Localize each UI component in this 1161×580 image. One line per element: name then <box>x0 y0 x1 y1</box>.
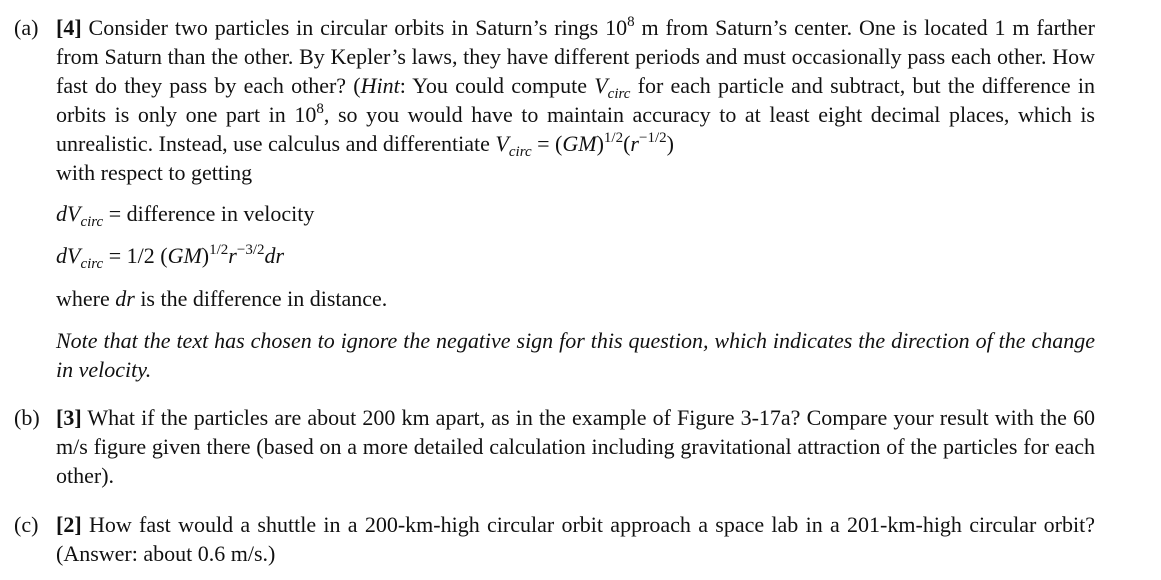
eq2-mid: = 1/2 ( <box>103 243 168 268</box>
part-c-paragraph <box>56 510 1095 568</box>
part-b-paragraph <box>56 403 1095 490</box>
part-b-text: What if the particles are about 200 km apart, as in the example of Figure 3-17a? Compare your result with the 60 m/s figure given there (based on a more detailed calculation including gravitational attraction of the particles for each other). <box>56 405 1096 488</box>
formula-lhs-symbol: V <box>495 131 509 156</box>
eq2-r: r <box>228 243 237 268</box>
formula-equals: = ( <box>531 131 563 156</box>
eq2-dv: dV <box>56 243 81 268</box>
part-a-exponent-1: 8 <box>627 14 635 30</box>
part-a-text-5: , so you would have to maintain accuracy to at least eight decimal places, which is unrealistic. Instead, use calculus and differentiate <box>56 102 1095 156</box>
formula-close-paren: ) <box>596 131 604 156</box>
formula-lhs-subscript: circ <box>508 144 532 160</box>
part-a-text-4: for each particle and subtract, but the difference in orbits is only one part in 10 <box>56 73 1095 127</box>
eq2-exp-half: 1/2 <box>209 242 229 258</box>
part-c-marker: (c) <box>14 512 39 537</box>
part-a-points: [4] <box>56 15 82 40</box>
formula-r: r <box>630 131 639 156</box>
formula-exp-half: 1/2 <box>603 130 624 146</box>
part-a-text-2: m from Saturn’s center. One is located 1 m farther from Saturn than the other. By Kepler’s laws, they have different periods and must occasionally pass each other. How fast do they pass by each other? ( <box>56 15 1095 98</box>
eq2-dr: dr <box>264 243 285 268</box>
eq1-rhs: = difference in velocity <box>103 201 315 226</box>
part-a-exponent-2: 8 <box>316 101 324 117</box>
where-text-1: where <box>56 286 116 311</box>
formula-end-paren: ) <box>666 131 674 156</box>
part-a-text-3: : You could compute <box>399 73 595 98</box>
vcirc-subscript: circ <box>607 86 631 102</box>
where-clause <box>56 284 387 313</box>
part-a-hint-label: Hint <box>360 73 400 98</box>
eq2-gm: GM <box>167 243 202 268</box>
where-text-2: is the difference in distance. <box>134 286 388 311</box>
part-b-points: [3] <box>56 405 82 430</box>
part-a-paragraph <box>56 13 1095 187</box>
eq1-dv: dV <box>56 201 81 226</box>
part-b-marker: (b) <box>14 405 40 430</box>
eq2-exp-neg: −3/2 <box>236 242 265 258</box>
equation-dvcirc-derivative <box>56 241 284 270</box>
formula-gm: GM <box>562 131 597 156</box>
formula-exp-neg-half: −1/2 <box>638 130 667 146</box>
eq1-subscript: circ <box>80 214 104 230</box>
part-a-text-6: with respect to getting <box>56 160 253 185</box>
eq2-subscript: circ <box>80 256 104 272</box>
part-a-marker: (a) <box>14 15 39 40</box>
equation-dvcirc-definition <box>56 199 314 228</box>
vcirc-symbol: V <box>594 73 608 98</box>
formula-open-r: ( <box>623 131 631 156</box>
part-a-note: Note that the text has chosen to ignore the negative sign for this question, which indicates the direction of the change in velocity. <box>56 328 1095 382</box>
part-a-text-1: Consider two particles in circular orbits in Saturn’s rings 10 <box>88 15 628 40</box>
part-c-text: How fast would a shuttle in a 200-km-high circular orbit approach a space lab in a 201-km-high circular orbit? (Answer: about 0.6 m/s.) <box>56 512 1095 566</box>
where-dr: dr <box>115 286 135 311</box>
eq2-close-paren: ) <box>201 243 210 268</box>
part-c-points: [2] <box>56 512 82 537</box>
